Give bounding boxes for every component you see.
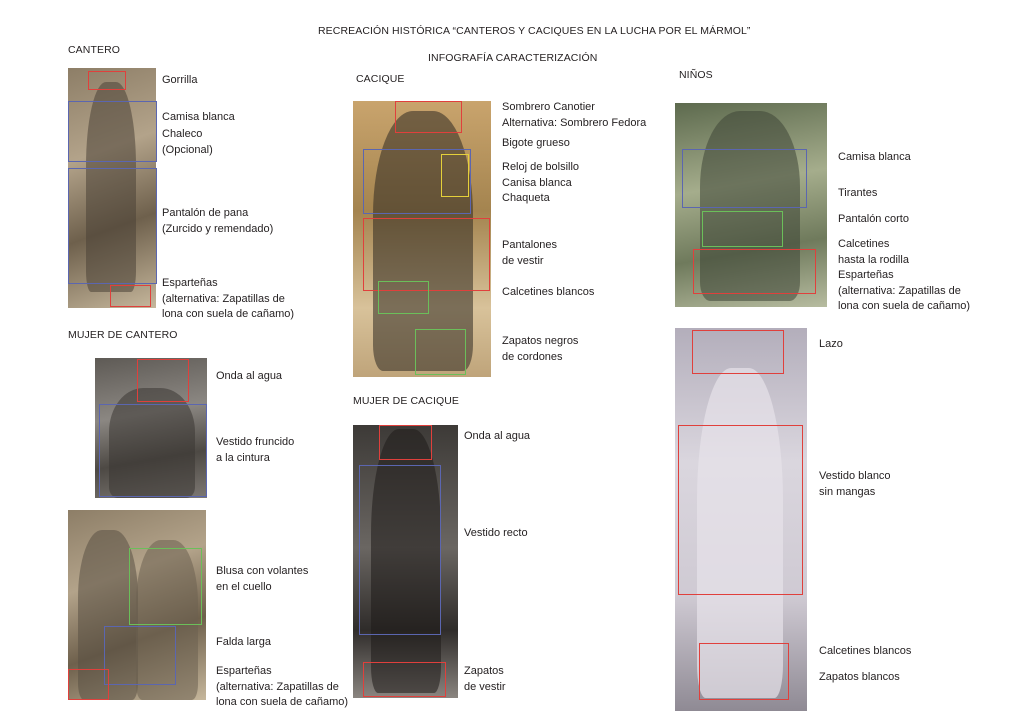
section-title-ninos: NIÑOS: [679, 69, 713, 81]
highlight-chaqueta: [363, 149, 471, 214]
label-vestido-fruncido: Vestido fruncido a la cintura: [216, 436, 295, 464]
label-espartenas-cantero: Esparteñas (alternativa: Zapatillas de lona con suela de cañamo): [162, 277, 295, 320]
highlight-sombrero: [395, 101, 462, 133]
label-camisa-nino: Camisa blanca: [838, 151, 911, 163]
label-zapatos-negros: Zapatos negros de cordones: [502, 335, 579, 363]
highlight-falda: [104, 626, 176, 685]
highlight-camisa-tirantes: [682, 149, 807, 208]
highlight-vestido-recto: [359, 465, 441, 635]
label-sombrero: Sombrero Canotier Alternativa: Sombrero Fedora: [502, 101, 647, 129]
highlight-calcetines-espartenas: [693, 249, 816, 294]
highlight-camisa-chaleco: [68, 101, 157, 162]
section-title-mujer-cantero: MUJER DE CANTERO: [68, 329, 178, 341]
label-pantalon-corto: Pantalón corto: [838, 213, 909, 225]
highlight-calcetines-zapatos-blancos: [699, 643, 789, 700]
highlight-calcetines-cacique: [378, 281, 429, 314]
label-pantalon-pana: Pantalón de pana (Zurcido y remendado): [162, 207, 274, 235]
highlight-vestido-blanco: [678, 425, 803, 595]
label-pantalones-vestir: Pantalones de vestir: [502, 239, 558, 267]
label-espartenas-nino: Esparteñas (alternativa: Zapatillas de lona con suela de cañamo): [838, 269, 971, 312]
section-title-cacique: CACIQUE: [356, 73, 405, 85]
highlight-vestido-fruncido: [99, 404, 207, 497]
highlight-pantalon-corto: [702, 211, 783, 247]
highlight-espartenas-mujer: [68, 669, 109, 700]
highlight-espartenas-cantero: [110, 285, 151, 307]
label-espartenas-mujer: Esparteñas (alternativa: Zapatillas de lona con suela de cañamo): [216, 665, 349, 708]
highlight-zapatos-cacique: [415, 329, 466, 375]
page-subtitle: INFOGRAFÍA CARACTERIZACIÓN: [428, 52, 598, 64]
label-bigote: Bigote grueso: [502, 137, 570, 149]
section-title-cantero: CANTERO: [68, 44, 121, 56]
label-calcetines-cacique: Calcetines blancos: [502, 286, 595, 298]
label-calcetines-blancos: Calcetines blancos: [819, 645, 912, 657]
label-vestido-blanco: Vestido blanco sin mangas: [819, 470, 891, 498]
label-falda-larga: Falda larga: [216, 636, 272, 648]
highlight-pantalon: [68, 168, 157, 284]
label-tirantes: Tirantes: [838, 187, 878, 199]
label-onda-cantero: Onda al agua: [216, 370, 283, 382]
label-vestido-recto: Vestido recto: [464, 527, 528, 539]
label-camisa-blanca: Camisa blanca: [162, 111, 235, 123]
label-onda-cacique: Onda al agua: [464, 430, 531, 442]
highlight-onda-cantero: [137, 359, 189, 402]
label-gorrilla: Gorrilla: [162, 74, 198, 86]
label-zapatos-vestir: Zapatos de vestir: [464, 665, 506, 693]
page-title: RECREACIÓN HISTÓRICA “CANTEROS Y CACIQUES EN LA LUCHA POR EL MÁRMOL”: [318, 25, 751, 37]
label-chaleco: Chaleco (Opcional): [162, 128, 213, 156]
section-title-mujer-cacique: MUJER DE CACIQUE: [353, 395, 460, 407]
highlight-blusa: [129, 548, 202, 625]
highlight-onda-cacique: [379, 425, 432, 460]
label-blusa: Blusa con volantes en el cuello: [216, 565, 309, 593]
highlight-zapatos-vestir: [363, 662, 446, 697]
highlight-lazo: [692, 330, 784, 374]
label-reloj-camisa-chaqueta: Reloj de bolsillo Canisa blanca Chaqueta: [502, 161, 580, 204]
label-lazo: Lazo: [819, 338, 843, 350]
label-zapatos-blancos: Zapatos blancos: [819, 671, 900, 683]
highlight-gorrilla: [88, 71, 126, 90]
label-calcetines-rodilla: Calcetines hasta la rodilla: [838, 238, 909, 266]
